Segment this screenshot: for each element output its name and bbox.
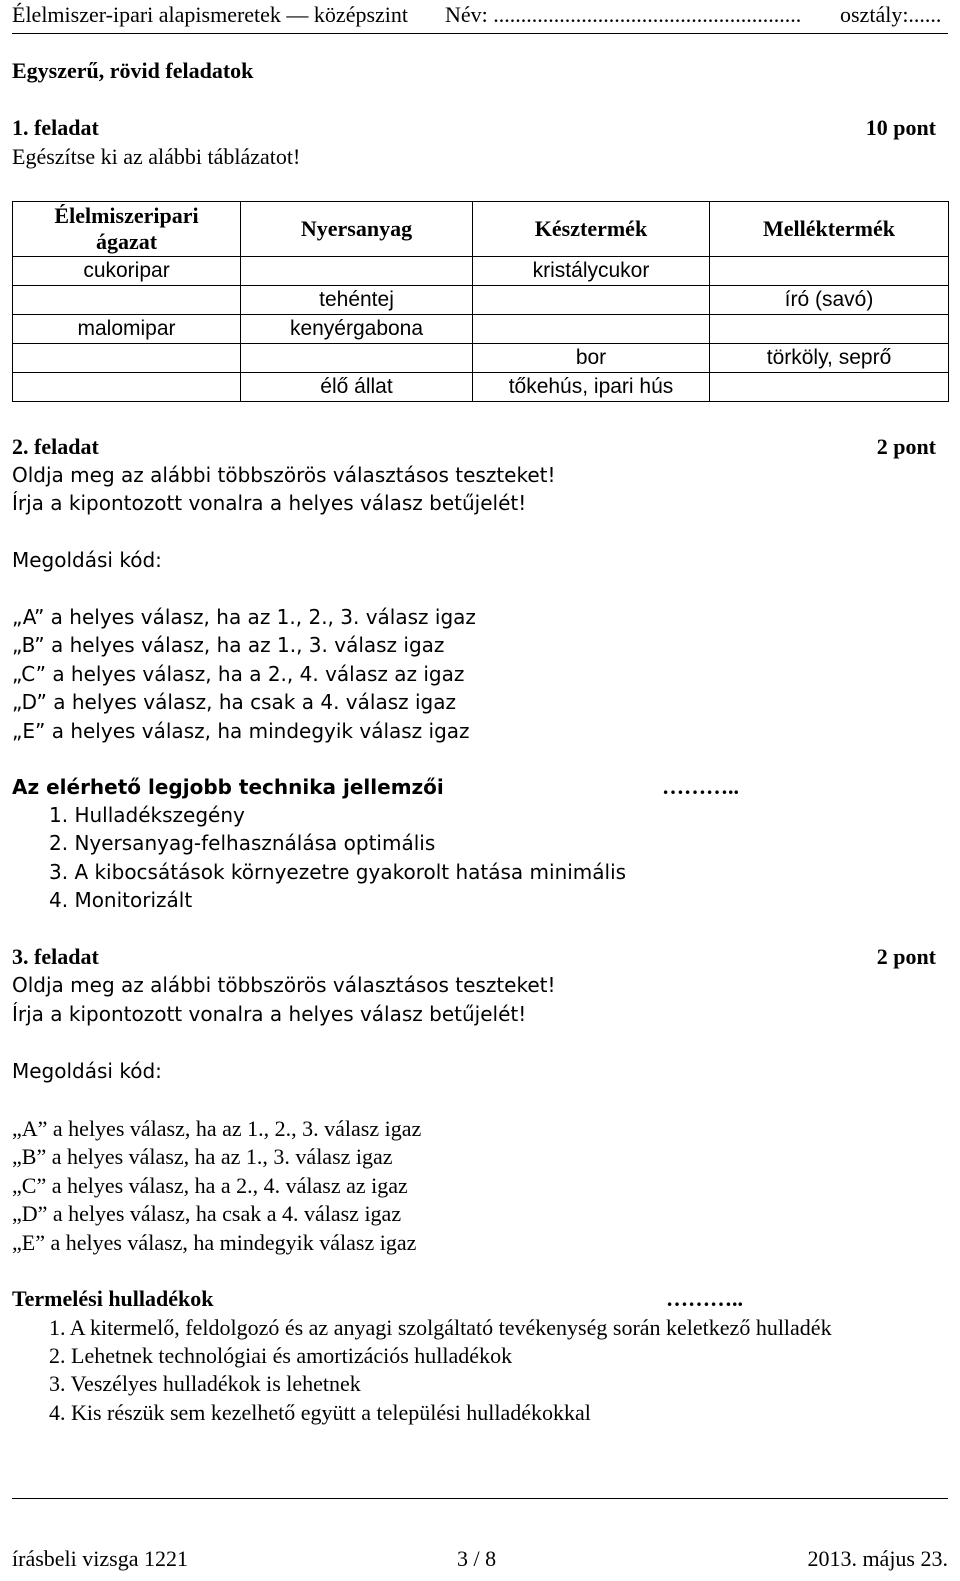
task2-answer-blank[interactable]: ……….. (662, 774, 739, 799)
table-cell: kristálycukor (473, 257, 710, 286)
table-cell-blank[interactable] (241, 344, 473, 373)
table-row (13, 373, 949, 402)
table-cell: tőkehús, ipari hús (473, 373, 710, 402)
task1-instruction: Egészítse ki az alábbi táblázatot! (12, 144, 301, 169)
table-cell-blank[interactable] (710, 373, 949, 402)
table-cell: bor (473, 344, 710, 373)
task3-option-3: 3. Veszélyes hulladékok is lehetnek (49, 1371, 361, 1396)
task2-option-4: 4. Monitorizált (49, 888, 193, 912)
table-cell-blank[interactable] (710, 315, 949, 344)
table-cell: malomipar (13, 315, 241, 344)
task3-question: Termelési hulladékok (12, 1286, 214, 1311)
table-row (13, 344, 949, 373)
task2-code-a: „A” a helyes válasz, ha az 1., 2., 3. válasz igaz (12, 605, 476, 629)
task3-code-d: „D” a helyes válasz, ha csak a 4. válasz igaz (12, 1201, 402, 1226)
task3-instruction-1: Oldja meg az alábbi többszörös választásos teszteket! (12, 973, 556, 997)
task3-code-a: „A” a helyes válasz, ha az 1., 2., 3. válasz igaz (12, 1116, 422, 1141)
task3-code-e: „E” a helyes válasz, ha mindegyik válasz igaz (12, 1230, 417, 1255)
task2-code-d: „D” a helyes válasz, ha csak a 4. válasz igaz (12, 690, 456, 714)
task1-points: 10 pont (865, 115, 936, 140)
task2-option-3: 3. A kibocsátások környezetre gyakorolt hatása minimális (49, 860, 627, 884)
table-row (13, 286, 949, 315)
task3-option-1: 1. A kitermelő, feldolgozó és az anyagi szolgáltató tevékenység során keletkező hulladék (49, 1315, 832, 1340)
task2-title: 2. feladat (12, 434, 99, 459)
footer-date: 2013. május 23. (807, 1546, 948, 1571)
task2-question: Az elérhető legjobb technika jellemzői (12, 775, 444, 799)
task3-option-4: 4. Kis részük sem kezelhető együtt a települési hulladékokkal (49, 1400, 591, 1425)
table-cell: kenyérgabona (241, 315, 473, 344)
header-name-field: Név: ........................................................ (445, 2, 802, 27)
task3-code-c: „C” a helyes válasz, ha a 2., 4. válasz az igaz (12, 1173, 408, 1198)
table-cell-blank[interactable] (710, 257, 949, 286)
table-cell: cukoripar (13, 257, 241, 286)
table-header-cell: Élelmiszeripari ágazat (13, 202, 241, 257)
table-cell-blank[interactable] (13, 286, 241, 315)
task2-code-c: „C” a helyes válasz, ha a 2., 4. válasz az igaz (12, 662, 465, 686)
table-header-cell: Melléktermék (710, 202, 949, 257)
table-row (13, 257, 949, 286)
task3-answer-blank[interactable]: ……….. (666, 1286, 743, 1311)
footer-left: írásbeli vizsga 1221 (12, 1546, 188, 1571)
table-cell: törköly, seprő (710, 344, 949, 373)
table-cell: élő állat (241, 373, 473, 402)
table-cell-blank[interactable] (241, 257, 473, 286)
table-cell: tehéntej (241, 286, 473, 315)
table-cell-blank[interactable] (473, 286, 710, 315)
table-header-cell: Nyersanyag (241, 202, 473, 257)
task2-code-label: Megoldási kód: (12, 548, 162, 572)
task3-title: 3. feladat (12, 944, 99, 969)
task2-points: 2 pont (876, 434, 936, 459)
section-title: Egyszerű, rövid feladatok (12, 58, 254, 83)
task2-instruction-1: Oldja meg az alábbi többszörös választásos teszteket! (12, 463, 556, 487)
footer-rule (12, 1498, 948, 1499)
task3-option-2: 2. Lehetnek technológiai és amortizációs hulladékok (49, 1343, 513, 1368)
task2-code-b: „B” a helyes válasz, ha az 1., 3. válasz igaz (12, 633, 445, 657)
table-cell-blank[interactable] (473, 315, 710, 344)
task1-title: 1. feladat (12, 115, 99, 140)
task1-table (12, 201, 949, 402)
header-rule (12, 33, 948, 34)
table-cell: író (savó) (710, 286, 949, 315)
task3-instruction-2: Írja a kipontozott vonalra a helyes válasz betűjelét! (12, 1002, 527, 1026)
table-cell-blank[interactable] (13, 344, 241, 373)
table-cell-blank[interactable] (13, 373, 241, 402)
header-left: Élelmiszer-ipari alapismeretek — középszint (12, 2, 409, 27)
table-header-row (13, 202, 949, 257)
task3-code-label: Megoldási kód: (12, 1059, 162, 1083)
task3-code-b: „B” a helyes válasz, ha az 1., 3. válasz igaz (12, 1144, 393, 1169)
task3-points: 2 pont (876, 944, 936, 969)
task2-code-e: „E” a helyes válasz, ha mindegyik válasz igaz (12, 719, 470, 743)
header-class-field: osztály:...... (840, 2, 942, 27)
task2-option-1: 1. Hulladékszegény (49, 803, 245, 827)
footer-page-number: 3 / 8 (457, 1546, 497, 1571)
table-row (13, 315, 949, 344)
table-header-cell: Késztermék (473, 202, 710, 257)
task2-option-2: 2. Nyersanyag-felhasználása optimális (49, 831, 436, 855)
task2-instruction-2: Írja a kipontozott vonalra a helyes válasz betűjelét! (12, 491, 527, 515)
